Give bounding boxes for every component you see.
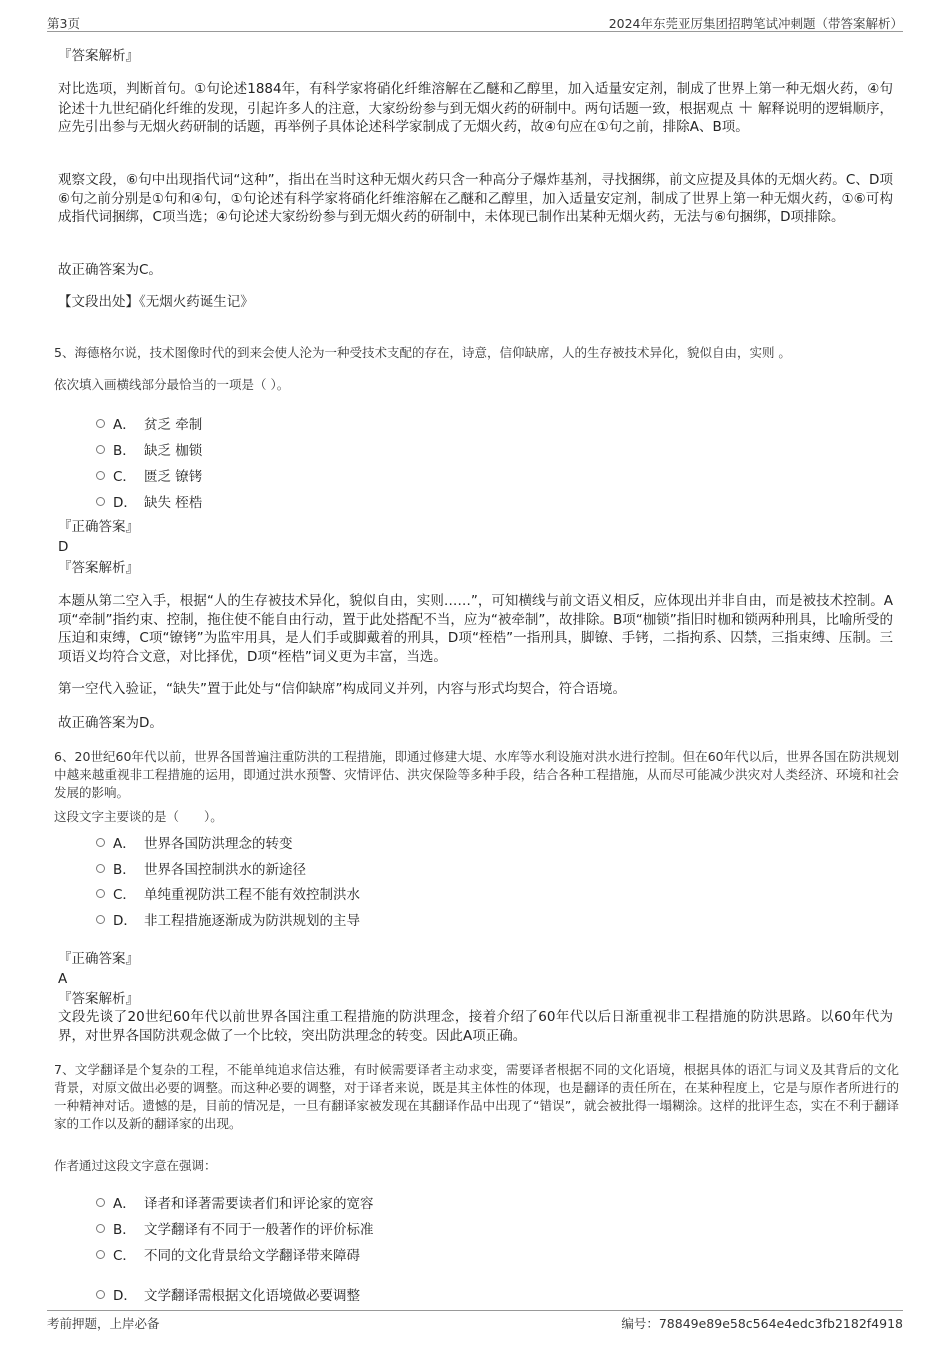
answer-analysis-label: 『答案解析』 xyxy=(58,560,139,576)
radio-icon[interactable] xyxy=(96,915,105,924)
question-stem: 5、海德格尔说，技术图像时代的到来会使人沦为一种受技术支配的存在，诗意，信仰缺席，人的生存被技术异化，貌似自由，实则 。 xyxy=(54,345,791,360)
option-text: 匮乏 镣铐 xyxy=(144,469,203,485)
option-letter: C． xyxy=(113,469,136,485)
radio-icon[interactable] xyxy=(96,497,105,506)
option-letter: B． xyxy=(113,862,136,878)
answer-analysis-label: 『答案解析』 xyxy=(58,48,139,64)
source-text: 【文段出处】《无烟火药诞生记》 xyxy=(58,294,254,310)
radio-icon[interactable] xyxy=(96,838,105,847)
plus-symbol: ＋ xyxy=(737,97,754,117)
option-b[interactable] xyxy=(96,1218,374,1238)
correct-answer-label: 『正确答案』 xyxy=(58,519,139,535)
option-a[interactable] xyxy=(96,1192,374,1212)
correct-answer: D xyxy=(58,539,69,555)
question-prompt: 这段文字主要谈的是（ ）。 xyxy=(54,809,223,824)
option-letter: C． xyxy=(113,887,136,903)
question-prompt: 作者通过这段文字意在强调： xyxy=(54,1158,217,1173)
radio-icon[interactable] xyxy=(96,419,105,428)
option-letter: D． xyxy=(113,913,137,929)
option-letter: C． xyxy=(113,1248,136,1264)
radio-icon[interactable] xyxy=(96,1290,105,1299)
correct-answer-label: 『正确答案』 xyxy=(58,951,139,967)
option-text: 贫乏 牵制 xyxy=(144,417,203,433)
analysis-paragraph: 第一空代入验证，“缺失”置于此处与“信仰缺席”构成同义并列，内容与形式均契合，符合语境。 xyxy=(58,681,626,697)
option-d[interactable] xyxy=(96,909,360,929)
option-d[interactable] xyxy=(96,491,202,511)
footer-slogan: 考前押题，上岸必备 xyxy=(47,1316,160,1331)
radio-icon[interactable] xyxy=(96,864,105,873)
option-letter: A． xyxy=(113,836,136,852)
header-divider xyxy=(47,31,903,32)
document-title: 2024年东莞亚厉集团招聘笔试冲刺题（带答案解析） xyxy=(608,16,903,31)
option-text: 世界各国防洪理念的转变 xyxy=(144,836,293,852)
radio-icon[interactable] xyxy=(96,1250,105,1259)
analysis-paragraph: 观察文段，⑥句中出现指代词“这种”，指出在当时这种无烟火药只含一种高分子爆炸基剂，寻找捆绑，前文应提及具体的无烟火药。C、D项⑥句之前分别是①句和④句，①句论述有科学家将硝化纤维溶解在乙醚和乙醇里，加入适量安定剂，制成了世界上第一种无烟火药，①⑥可构成指代词捆绑，C项当选；④句论述大家纷纷参与到无烟火药的研制中，未体现已制作出某种无烟火药，无法与⑥句捆绑，D项排除。 xyxy=(58,172,893,225)
option-letter: D． xyxy=(113,495,137,511)
option-text: 文学翻译需根据文化语境做必要调整 xyxy=(144,1288,360,1304)
radio-icon[interactable] xyxy=(96,1224,105,1233)
analysis-paragraph: 文段先谈了20世纪60年代以前世界各国注重工程措施的防洪理念，接着介绍了60年代以后日渐重视非工程措施的防洪思路。以60年代为界，对世界各国防洪观念做了一个比较，突出防洪理念的转变。因此A项正确。 xyxy=(58,1009,893,1044)
option-text: 译者和译著需要读者们和评论家的宽容 xyxy=(144,1196,374,1212)
option-text: 单纯重视防洪工程不能有效控制洪水 xyxy=(144,887,360,903)
analysis-paragraph: 本题从第二空入手，根据“人的生存被技术异化，貌似自由，实则……”，可知横线与前文语义相反，应体现出并非自由，而是被技术控制。A项“牵制”指约束、控制，拖住使不能自由行动，置于此处搭配不当，应为“被牵制”，故排除。B项“枷锁”指旧时枷和锁两种刑具，比喻所受的压迫和束缚，C项“镣铐”为监牢用具，是人们手或脚戴着的刑具，D项“桎梏”一指刑具，脚镣、手铐，二指拘系、囚禁，三指束缚、压制。三项语义均符合文意，对比择优，D项“桎梏”词义更为丰富，当选。 xyxy=(58,593,893,665)
option-text: 缺失 桎梏 xyxy=(144,495,203,511)
option-letter: B． xyxy=(113,443,136,459)
option-c[interactable] xyxy=(96,1244,360,1264)
analysis-paragraph: 对比选项，判断首句。①句论述1884年，有科学家将硝化纤维溶解在乙醚和乙醇里，加入适量安定剂，制成了世界上第一种无烟火药，④句论述十九世纪硝化纤维的发现，引起许多人的注意，大家纷纷参与到无烟火药的研制中。两句话题一致，根据观点 ＋ 解释说明的逻辑顺序，应先引出参与无烟火药研制的话题，再举例子具体论述科学家制成了无烟火药，故④句应在①句之前，排除A、B项。 xyxy=(58,81,894,135)
option-b[interactable] xyxy=(96,439,202,459)
option-text: 不同的文化背景给文学翻译带来障碍 xyxy=(144,1248,360,1264)
option-text: 文学翻译有不同于一般著作的评价标准 xyxy=(144,1222,374,1238)
option-letter: B． xyxy=(113,1222,136,1238)
option-text: 缺乏 枷锁 xyxy=(144,443,203,459)
correct-answer: A xyxy=(58,971,68,987)
radio-icon[interactable] xyxy=(96,445,105,454)
footer-divider xyxy=(47,1310,903,1311)
radio-icon[interactable] xyxy=(96,889,105,898)
option-d[interactable] xyxy=(96,1284,360,1304)
question-prompt: 依次填入画横线部分最恰当的一项是（ ）。 xyxy=(54,377,290,392)
option-c[interactable] xyxy=(96,883,360,903)
option-letter: A． xyxy=(113,417,136,433)
question-stem: 6、20世纪60年代以前，世界各国普遍注重防洪的工程措施，即通过修建大堤、水库等水利设施对洪水进行控制。但在60年代以后，世界各国在防洪规划中越来越重视非工程措施的运用，即通过洪水预警、灾情评估、洪灾保险等多种手段，结合各种工程措施，从而尽可能减少洪灾对人类经济、环境和社会发展的影响。 xyxy=(54,749,899,800)
document-id: 编号：78849e89e58c564e4edc3fb2182f4918 xyxy=(621,1316,903,1331)
option-a[interactable] xyxy=(96,413,202,433)
option-text: 世界各国控制洪水的新途径 xyxy=(144,862,306,878)
option-text: 非工程措施逐渐成为防洪规划的主导 xyxy=(144,913,360,929)
radio-icon[interactable] xyxy=(96,471,105,480)
question-stem: 7、文学翻译是个复杂的工程，不能单纯追求信达雅，有时候需要译者主动求变，需要译者根据不同的文化语境，根据具体的语汇与词义及其背后的文化背景，对原文做出必要的调整。而这种必要的调整，对于译者来说，既是其主体性的体现，也是翻译的责任所在，在某种程度上，它是与原作者所进行的一种精神对话。遗憾的是，目前的情况是，一旦有翻译家被发现在其翻译作品中出现了“错误”，就会被批得一塌糊涂。这样的批评生态，实在不利于翻译家的工作以及新的翻译家的出现。 xyxy=(54,1062,899,1131)
option-c[interactable] xyxy=(96,465,202,485)
option-a[interactable] xyxy=(96,832,293,852)
option-letter: A． xyxy=(113,1196,136,1212)
conclusion-text: 故正确答案为C。 xyxy=(58,262,162,278)
radio-icon[interactable] xyxy=(96,1198,105,1207)
conclusion-text: 故正确答案为D。 xyxy=(58,715,163,731)
answer-analysis-label: 『答案解析』 xyxy=(58,991,139,1007)
option-letter: D． xyxy=(113,1288,137,1304)
option-b[interactable] xyxy=(96,858,306,878)
page-number: 第3页 xyxy=(47,16,80,31)
